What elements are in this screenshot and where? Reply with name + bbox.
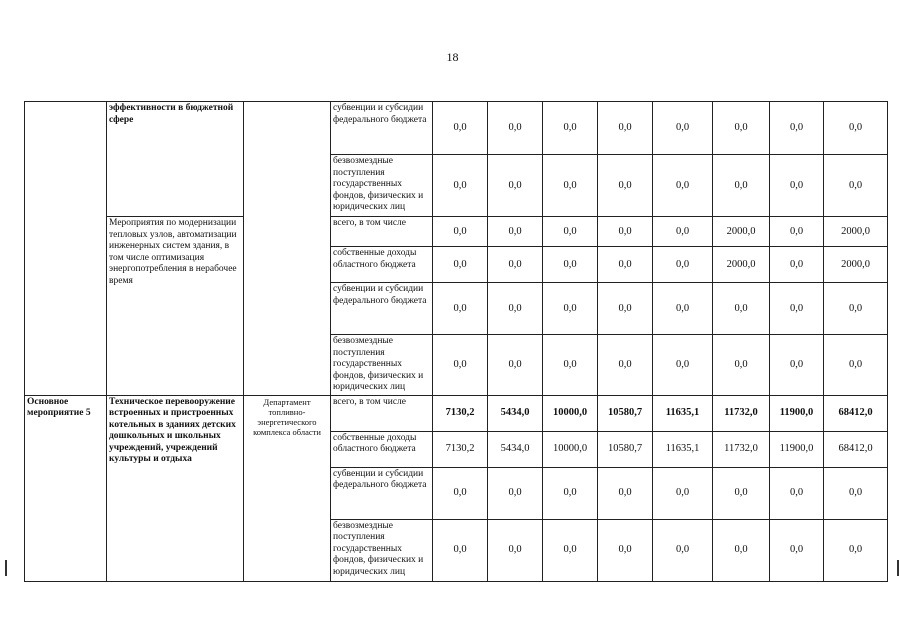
value-cell: 0,0: [824, 102, 888, 155]
value-cell: 0,0: [433, 217, 488, 247]
value-cell: 0,0: [598, 247, 653, 283]
value-cell: 68412,0: [824, 395, 888, 431]
value-cell: 0,0: [653, 217, 713, 247]
value-cell: 7130,2: [433, 431, 488, 467]
measure-name-cell: эффективности в бюджетной сфере: [107, 102, 244, 217]
funding-source-cell: безвозмездные поступления государственных фондов, физических и юридических лиц: [331, 155, 433, 217]
value-cell: 0,0: [543, 335, 598, 396]
value-cell: 0,0: [598, 217, 653, 247]
value-cell: 2000,0: [824, 217, 888, 247]
value-cell: 0,0: [543, 283, 598, 335]
value-cell: 0,0: [488, 283, 543, 335]
value-cell: 0,0: [824, 155, 888, 217]
value-cell: 5434,0: [488, 395, 543, 431]
value-cell: 0,0: [770, 155, 824, 217]
value-cell: 0,0: [770, 519, 824, 581]
funding-source-cell: собственные доходы областного бюджета: [331, 431, 433, 467]
value-cell: 0,0: [488, 217, 543, 247]
value-cell: 68412,0: [824, 431, 888, 467]
page-edge-left: [5, 560, 7, 576]
value-cell: 11732,0: [713, 431, 770, 467]
value-cell: 0,0: [488, 467, 543, 519]
value-cell: 0,0: [433, 155, 488, 217]
value-cell: 0,0: [653, 467, 713, 519]
funding-source-cell: всего, в том числе: [331, 217, 433, 247]
funding-source-cell: безвозмездные поступления государственных фондов, физических и юридических лиц: [331, 519, 433, 581]
table-row: [25, 217, 888, 247]
value-cell: 0,0: [488, 155, 543, 217]
activity-cell: Основное мероприятие 5: [25, 395, 107, 581]
value-cell: 0,0: [713, 155, 770, 217]
value-cell: 0,0: [433, 247, 488, 283]
value-cell: 5434,0: [488, 431, 543, 467]
page-edge-right: [897, 560, 899, 576]
value-cell: 0,0: [598, 519, 653, 581]
table-row: [25, 102, 888, 155]
value-cell: 10000,0: [543, 431, 598, 467]
value-cell: 0,0: [598, 467, 653, 519]
value-cell: 2000,0: [824, 247, 888, 283]
value-cell: 10580,7: [598, 431, 653, 467]
value-cell: 0,0: [770, 247, 824, 283]
value-cell: 7130,2: [433, 395, 488, 431]
value-cell: 0,0: [713, 467, 770, 519]
measure-name-cell: Мероприятия по модернизации тепловых узлов, автоматизации инженерных систем здания, в том числе оптимизация энергопотребления в нерабочее время: [107, 217, 244, 396]
funding-source-cell: субвенции и субсидии федерального бюджета: [331, 283, 433, 335]
funding-source-cell: всего, в том числе: [331, 395, 433, 431]
executor-cell: [244, 102, 331, 396]
value-cell: 0,0: [543, 519, 598, 581]
value-cell: 0,0: [653, 155, 713, 217]
value-cell: 11635,1: [653, 395, 713, 431]
funding-source-cell: субвенции и субсидии федерального бюджета: [331, 467, 433, 519]
value-cell: 0,0: [713, 283, 770, 335]
funding-source-cell: собственные доходы областного бюджета: [331, 247, 433, 283]
value-cell: 0,0: [598, 155, 653, 217]
value-cell: 0,0: [433, 283, 488, 335]
value-cell: 0,0: [824, 467, 888, 519]
value-cell: 0,0: [543, 155, 598, 217]
value-cell: 0,0: [713, 335, 770, 396]
page-number: 18: [446, 50, 459, 64]
value-cell: 0,0: [713, 519, 770, 581]
value-cell: 0,0: [770, 335, 824, 396]
value-cell: 0,0: [488, 247, 543, 283]
value-cell: 0,0: [488, 519, 543, 581]
value-cell: 0,0: [598, 335, 653, 396]
value-cell: 0,0: [488, 335, 543, 396]
value-cell: 0,0: [824, 519, 888, 581]
value-cell: 11635,1: [653, 431, 713, 467]
value-cell: 11732,0: [713, 395, 770, 431]
value-cell: 0,0: [433, 335, 488, 396]
value-cell: 0,0: [543, 467, 598, 519]
value-cell: 0,0: [653, 519, 713, 581]
value-cell: 2000,0: [713, 217, 770, 247]
value-cell: 0,0: [770, 102, 824, 155]
value-cell: 0,0: [770, 283, 824, 335]
value-cell: 0,0: [543, 217, 598, 247]
activity-cell: [25, 102, 107, 396]
value-cell: 0,0: [433, 467, 488, 519]
value-cell: 11900,0: [770, 395, 824, 431]
measure-name-cell: Техническое перевооружение встроенных и пристроенных котельных в зданиях детских дошкольных и школьных учреждений, учреждений культуры и отдыха: [107, 395, 244, 581]
value-cell: 0,0: [824, 283, 888, 335]
value-cell: 0,0: [713, 102, 770, 155]
value-cell: 0,0: [653, 102, 713, 155]
value-cell: 0,0: [653, 335, 713, 396]
funding-source-cell: безвозмездные поступления государственных фондов, физических и юридических лиц: [331, 335, 433, 396]
budget-table: [24, 101, 888, 582]
value-cell: 10000,0: [543, 395, 598, 431]
value-cell: 0,0: [488, 102, 543, 155]
value-cell: 0,0: [598, 283, 653, 335]
value-cell: 2000,0: [713, 247, 770, 283]
value-cell: 0,0: [543, 247, 598, 283]
value-cell: 0,0: [653, 247, 713, 283]
value-cell: 0,0: [770, 217, 824, 247]
value-cell: 10580,7: [598, 395, 653, 431]
value-cell: 0,0: [653, 283, 713, 335]
value-cell: 0,0: [598, 102, 653, 155]
value-cell: 0,0: [433, 102, 488, 155]
executor-cell: Департамент топливно-энергетического комплекса области: [244, 395, 331, 581]
value-cell: 0,0: [433, 519, 488, 581]
funding-source-cell: субвенции и субсидии федерального бюджета: [331, 102, 433, 155]
value-cell: 0,0: [824, 335, 888, 396]
value-cell: 11900,0: [770, 431, 824, 467]
value-cell: 0,0: [543, 102, 598, 155]
value-cell: 0,0: [770, 467, 824, 519]
table-row: [25, 395, 888, 431]
